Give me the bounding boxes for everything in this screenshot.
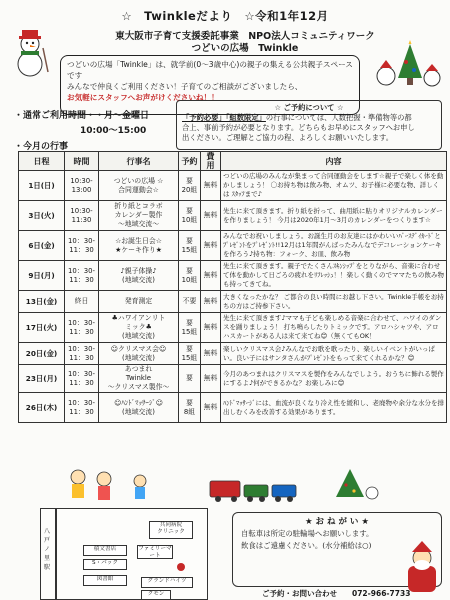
- event-content: みんなでお祝いしましょう。お誕生月のお友達にはかわいいﾊﾞｰｽﾃﾞｲｶｰﾄﾞとﾌﾟﾚｾﾞﾝﾄをﾌﾟﾚｾﾞﾝﾄ!!12月は1年間がんばったみんなでデコレーションケーキを作ろう♪持ち物：フォーク、お皿、飲み物: [221, 231, 447, 261]
- map-kumon: クモン: [141, 590, 171, 600]
- hours-label: ・通常ご利用時間・・月～金曜日: [14, 111, 150, 121]
- event-date: 23日(月): [19, 365, 65, 393]
- request-line: 飲食はご遠慮ください。(水分補給は○): [241, 541, 372, 550]
- venue-name: つどいの広場 Twinkle: [191, 43, 299, 54]
- event-name: ♣ハワイアンリト ミック♣ (地域交流): [99, 313, 179, 343]
- event-content: 楽しいクリスマス会♪みんなでお歌を歌ったり、楽しいイベントがいっぱい。良い子にはサンタさんがﾌﾟﾚｾﾞﾝﾄをもって来てくれるかな？😊: [221, 343, 447, 365]
- event-name: ☺クリスマス会☺ (地域交流): [99, 343, 179, 365]
- event-reserve: 要 15組: [179, 231, 201, 261]
- intro-line-highlight: お気軽にスタッフへお声がけくださいね！！: [67, 93, 219, 102]
- event-time: 10：30- 11：30: [65, 261, 99, 291]
- header-reserve: 予約: [179, 152, 201, 171]
- table-row: [19, 201, 447, 231]
- event-name: あつまれ Twinkle ～クリスマス製作～: [99, 365, 179, 393]
- organization-line: 東大阪市子育て支援委託事業 NPO法人コミュニティワーク: [115, 31, 375, 42]
- header-fee: 費用: [201, 152, 221, 171]
- map-hospital: 共同病院 クリニック: [149, 521, 193, 539]
- event-fee: 無料: [201, 231, 221, 261]
- table-row: [19, 313, 447, 343]
- station-label: 八 戸 ノ 里 駅: [44, 528, 51, 571]
- map-supermarket: S・パック: [83, 559, 127, 570]
- header-event: 行事名: [99, 152, 179, 171]
- table-row: [19, 365, 447, 393]
- event-name: つどいの広場 ☆ 合同運動会☆: [99, 171, 179, 201]
- event-reserve: 要 15組: [179, 313, 201, 343]
- table-row: [19, 343, 447, 365]
- table-row: [19, 291, 447, 313]
- request-heading: ★ お ね が い ★: [304, 517, 370, 527]
- event-content: つどいの広場のみんなが集まって合同運動会をします☆親子で楽しく体を動かしましょう！ 〇お持ち物は飲み物、オムツ、お子様に必要な物、詳しくは ｽﾀｯﾌまで♪: [221, 171, 447, 201]
- event-reserve: 要 10組: [179, 261, 201, 291]
- notice-text: の行事については、人数把握・準備物等の都: [265, 113, 412, 122]
- event-fee: 無料: [201, 313, 221, 343]
- event-fee: 無料: [201, 291, 221, 313]
- map-library: 図書館: [83, 575, 127, 586]
- reservation-notice: [176, 100, 442, 150]
- event-content: ﾊﾝﾄﾞﾏｯｻｰｼﾞには、血流が良くなり冷え性を緩和し、老廃物や余分な水分を排出しむくみを改善する効果があります。: [221, 393, 447, 423]
- snowman-illustration: [10, 26, 50, 78]
- location-marker-icon: [177, 563, 185, 571]
- event-date: 9日(月): [19, 261, 65, 291]
- notice-heading: ☆ ご予約について ☆: [274, 103, 344, 112]
- page-title: ☆ Twinkleだより ☆令和1年12月: [121, 9, 329, 23]
- table-row: [19, 393, 447, 423]
- access-map: [40, 508, 208, 600]
- event-content: 先生に来て頂きます。親子でたくさんｽｷﾝｼｯﾌﾟをとりながら、音楽に合わせて体を動かして日ごろの疲れをﾘﾌﾚｯｼｭ！！楽しく動くのでママたちの飲み物も持ってきてね。: [221, 261, 447, 291]
- event-content: 今月のあつまれはクリスマスを製作をみんなでしよう。おうちに飾れる製作にするよ♪何ができるかな？お楽しみに😊: [221, 365, 447, 393]
- request-line: 自転車は所定の駐輪場へお願いします。: [241, 529, 374, 538]
- event-reserve: 要 8組: [179, 393, 201, 423]
- event-name: 折り紙とコラボ カレンダー製作 ～地域交流～: [99, 201, 179, 231]
- event-fee: 無料: [201, 171, 221, 201]
- notice-line: 合上、事前予約が必要となります。どちらもお早めにスタッフへお申し: [182, 123, 415, 132]
- event-time: 10：30- 11：30: [65, 393, 99, 423]
- event-fee: 無料: [201, 201, 221, 231]
- event-fee: 無料: [201, 393, 221, 423]
- header-date: 日程: [19, 152, 65, 171]
- event-reserve: 要 15組: [179, 343, 201, 365]
- event-time: 10：30- 11：30: [65, 231, 99, 261]
- event-reserve: 要: [179, 365, 201, 393]
- notice-emphasis: 「予約必要」「組数限定」: [182, 113, 266, 122]
- event-name: 発育測定: [99, 291, 179, 313]
- children-illustration: [60, 467, 380, 505]
- event-time: 10:30- 13:00: [65, 171, 99, 201]
- map-bookstore: 積文書店: [83, 545, 127, 556]
- notice-line: [182, 113, 436, 123]
- event-reserve: 要 20組: [179, 171, 201, 201]
- rail-line: [55, 509, 57, 600]
- map-building: グランドハイツ: [141, 577, 193, 588]
- event-fee: 無料: [201, 261, 221, 291]
- event-time: 10:30- 11:30: [65, 201, 99, 231]
- event-date: 6日(金): [19, 231, 65, 261]
- table-row: [19, 261, 447, 291]
- header-content: 内容: [221, 152, 447, 171]
- events-table: [18, 151, 447, 423]
- event-reserve: 要 10組: [179, 201, 201, 231]
- event-date: 17日(火): [19, 313, 65, 343]
- event-fee: 無料: [201, 343, 221, 365]
- event-content: 大きくなったかな？ ご都合の良い時間にお越し下さい。Twinkle手帳をお持ちの方はご持参下さい。: [221, 291, 447, 313]
- header-time: 時間: [65, 152, 99, 171]
- monthly-events-label: ・今月の行事: [14, 142, 69, 152]
- event-date: 1日(日): [19, 171, 65, 201]
- event-date: 13日(金): [19, 291, 65, 313]
- table-row: [19, 231, 447, 261]
- event-date: 20日(金): [19, 343, 65, 365]
- event-time: 10：30- 11：30: [65, 313, 99, 343]
- event-date: 26日(木): [19, 393, 65, 423]
- table-row: [19, 171, 447, 201]
- intro-line: つどいの広場「Twinkle」は、就学前(0～3歳中心)の親子の集える公共親子スペースです: [67, 60, 353, 80]
- event-date: 3日(火): [19, 201, 65, 231]
- event-name: ☺ﾊﾝﾄﾞﾏｯｻｰｼﾞ☺ (地域交流): [99, 393, 179, 423]
- event-time: 終日: [65, 291, 99, 313]
- notice-line: 出ください。ご理解とご協力の程、よろしくお願いいたします。: [182, 133, 394, 142]
- event-content: 先生に来て頂きます。折り紙を折って、曲用紙に貼りオリジナルカレンダーを作りましょう！ 今月は2020年1月～3月のカレンダーをつくります☆: [221, 201, 447, 231]
- event-content: 先生に来て頂きます♪ママも子ども楽しめる音楽に合わせて、ハワイのダンスを踊りましょう！ 打ち鳴らしたりトミックです。アロハシャツや、アロハスカートがある人は来て来てね😊（無くてもOK！: [221, 313, 447, 343]
- event-time: 10：30- 11：30: [65, 365, 99, 393]
- event-time: 10：30- 11：30: [65, 343, 99, 365]
- event-name: ☆お誕生日会☆ ★ケーキ作り★: [99, 231, 179, 261]
- map-convenience: ファミリーマート: [138, 546, 172, 559]
- intro-line: みんなで仲良くご利用ください！子育てのご相談がございましたら、: [67, 82, 303, 91]
- hours-time: 10:00～15:00: [80, 126, 147, 136]
- contact-line: ご予約・お問い合わせ 072-966-7733: [262, 589, 411, 598]
- event-name: ♪親子体操♪ (地域交流): [99, 261, 179, 291]
- event-reserve: 不要: [179, 291, 201, 313]
- event-fee: 無料: [201, 365, 221, 393]
